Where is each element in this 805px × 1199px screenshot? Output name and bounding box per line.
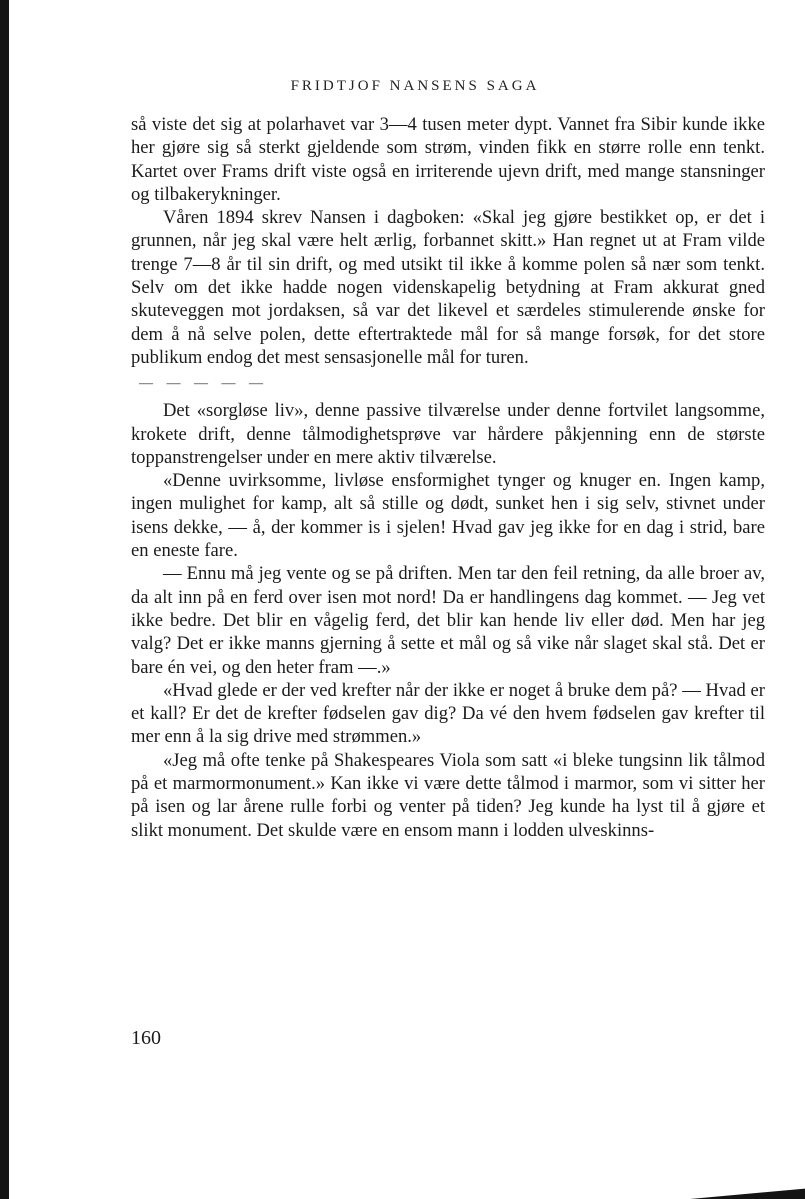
page-number: 160 <box>131 1027 161 1049</box>
section-break: — — — — — <box>139 376 268 392</box>
paragraph: «Jeg må ofte tenke på Shakespeares Viola som satt «i bleke tungsinn lik tålmod på et marmormonument.» Kan ikke vi være dette tålmod i marmor, som vi sitter her på isen og lar årene rulle forbi og venter på tiden? Jeg kunde ha lyst til å gjøre et slikt monument. Det skulde være en ensom mann i lodden ulveskinns- <box>131 749 765 841</box>
paragraph: Våren 1894 skrev Nansen i dagboken: «Skal jeg gjøre bestikket op, er det i grunnen, når jeg skal være helt ærlig, forbannet skitt.» Han regnet ut at Fram vilde trenge 7—8 år til sin drift, og med utsikt til ikke å komme polen så nær som tenkt. Selv om det ikke hadde nogen videnskapelig betydning at Fram akkurat gned skuteveggen mot jordaksen, så var det likevel et særdeles stimulerende ønske for dem å nå selve polen, dette eftertraktede mål for så mange forsøk, for det store publikum endog det mest sensasjonelle mål for turen. <box>131 207 765 368</box>
paragraph: «Hvad glede er der ved krefter når der ikke er noget å bruke dem på? — Hvad er et kall? Er det de krefter fødselen gav dig? Da vé den hvem fødselen gav krefter til mer enn å la sig drive med strømmen.» <box>131 679 765 748</box>
scan-edge-shadow <box>0 0 9 1199</box>
running-header: FRIDTJOF NANSENS SAGA <box>290 78 540 94</box>
scan-corner-shadow <box>690 1186 805 1199</box>
paragraph: så viste det sig at polarhavet var 3—4 tusen meter dypt. Vannet fra Sibir kunde ikke her gjøre sig så sterkt gjeldende som strøm, vinden fikk en større rolle enn tenkt. Kartet over Frams drift viste også en irriterende ujevn drift, med mange stansninger og tilbakerykninger. <box>131 114 765 205</box>
body-text <box>131 113 765 842</box>
paragraph: «Denne uvirksomme, livløse ensformighet tynger og knuger en. Ingen kamp, ingen mulighet for kamp, alt så stille og dødt, sunket hen i sig selv, stivnet under isens dekke, — å, der kommer is i sjelen! Hvad gav jeg ikke for en dag i strid, bare en eneste fare. <box>131 470 765 562</box>
paragraph: — Ennu må jeg vente og se på driften. Men tar den feil retning, da alle broer av, da alt inn på en ferd over isen mot nord! Da er handlingens dag kommet. — Jeg vet ikke bedre. Det blir en vågelig ferd, det blir kan hende liv eller død. Men har jeg valg? Det er ikke manns gjerning å sette et mål og så vike når slaget skal stå. Det er bare én vei, og den heter fram —.» <box>131 563 765 678</box>
paragraph: Det «sorgløse liv», denne passive tilværelse under denne fortvilet langsomme, krokete drift, denne tålmodighetsprøve var hårdere påkjenning enn de største toppanstrengelser under en mere aktiv tilværelse. <box>131 400 765 468</box>
